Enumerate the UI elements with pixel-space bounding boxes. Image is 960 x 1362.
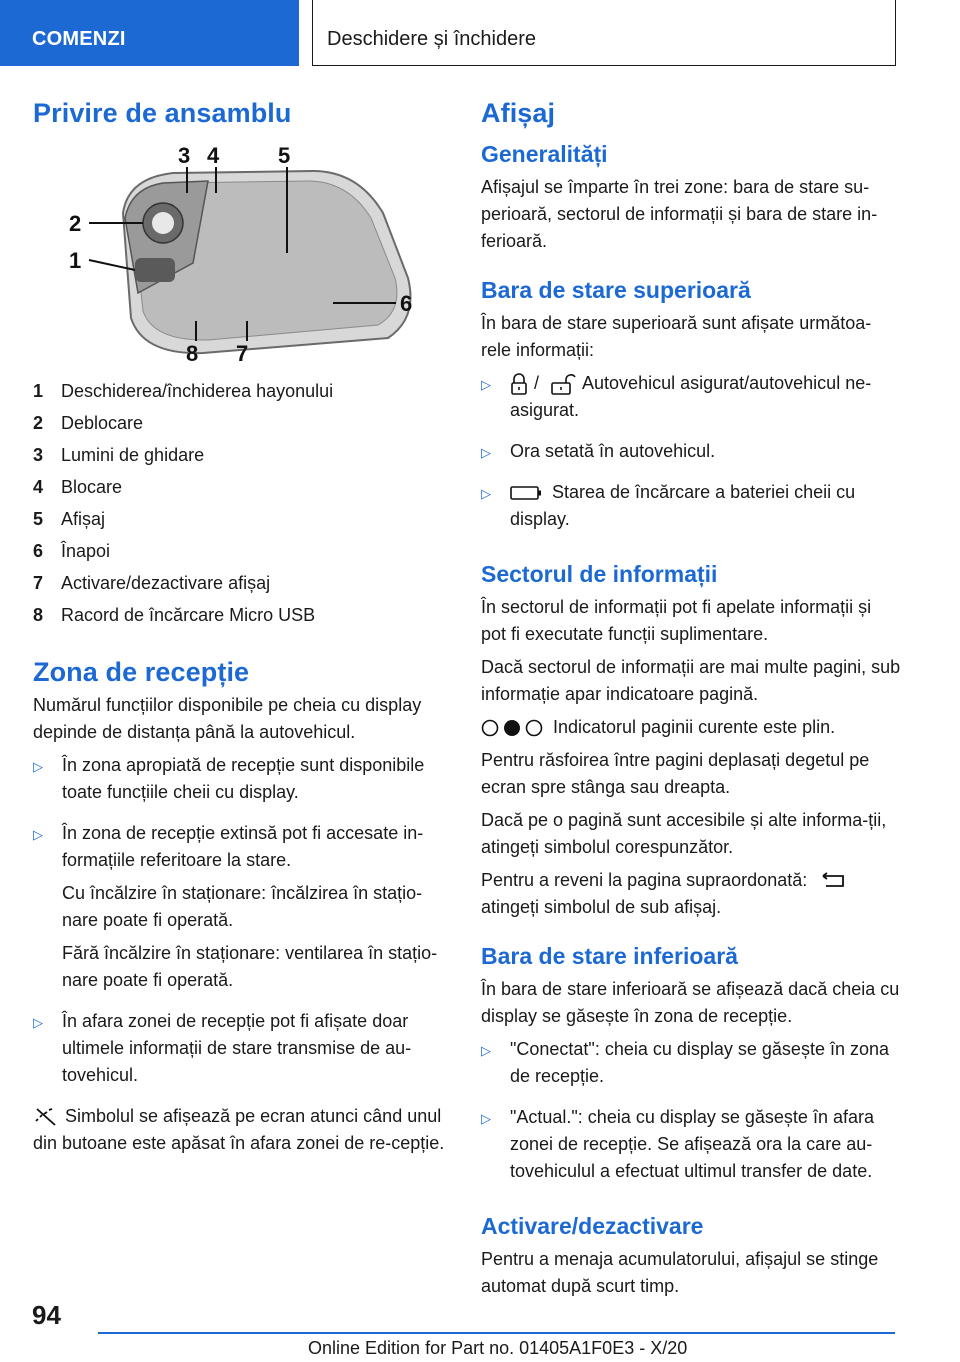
figure-label-2: 2 bbox=[69, 211, 82, 236]
page-indicator-icon bbox=[481, 718, 543, 738]
legend-item: 5 Afișaj bbox=[33, 509, 106, 529]
bottom-bar-bullets bbox=[481, 1036, 901, 1191]
reception-intro: Numărul funcțiilor disponibile pe cheia cu display depinde de distanța până la autovehicul. bbox=[33, 695, 422, 742]
figure-label-3: 3 bbox=[178, 143, 191, 168]
bottom-bar-text: În bara de stare inferioară se afișează dacă cheia cu display se găsește în zona de recepție. bbox=[481, 979, 900, 1026]
left-column bbox=[33, 98, 448, 1163]
reception-zone-heading: Zona de recepție bbox=[33, 657, 250, 687]
figure-label-1: 1 bbox=[69, 248, 82, 273]
list-item: ▷ În zona apropiată de recepție sunt disponibile toate funcțiile cheii cu display. bbox=[33, 752, 448, 812]
legend-item: 6 Înapoi bbox=[33, 541, 111, 561]
no-signal-icon bbox=[33, 1107, 59, 1127]
overview-heading: Privire de ansamblu bbox=[33, 98, 292, 128]
figure-label-6: 6 bbox=[400, 291, 413, 316]
figure-label-5: 5 bbox=[278, 143, 291, 168]
reception-bullets bbox=[33, 752, 448, 1095]
activation-heading: Activare/dezactivare bbox=[481, 1213, 704, 1239]
top-bar-heading: Bara de stare superioară bbox=[481, 277, 751, 303]
bullet-triangle-icon: ▷ bbox=[33, 1015, 43, 1030]
lock-open-icon bbox=[550, 373, 576, 395]
footer-divider bbox=[98, 1332, 895, 1334]
bottom-bar-heading: Bara de stare inferioară bbox=[481, 943, 738, 969]
lock-closed-icon bbox=[510, 373, 528, 395]
list-item: ▷ În zona de recepție extinsă pot fi accesate in-formațiile referitoare la stare. Cu încălzire în staționare: încălzirea în stațio-nare poate fi operată. Fără încălzire în staționare: ventilarea în stațio-nare poate fi operată. bbox=[33, 820, 448, 1000]
battery-icon bbox=[510, 485, 542, 501]
legend-item: 2 Deblocare bbox=[33, 413, 144, 433]
edition-text: Online Edition for Part no. 01405A1F0E3 - X/20 bbox=[308, 1338, 688, 1358]
bullet-triangle-icon: ▷ bbox=[33, 759, 43, 774]
info-p2: Dacă sectorul de informații are mai multe pagini, sub informație apar indicatoare pagină. bbox=[481, 657, 901, 704]
bullet-triangle-icon: ▷ bbox=[481, 445, 491, 460]
list-item: ▷ Starea de încărcare a bateriei cheii cu display. bbox=[481, 479, 901, 539]
legend-list bbox=[33, 375, 448, 631]
bullet-triangle-icon: ▷ bbox=[481, 1043, 491, 1058]
bullet-triangle-icon: ▷ bbox=[481, 486, 491, 501]
right-column bbox=[481, 98, 901, 1306]
general-text: Afișajul se împarte în trei zone: bara de stare su-perioară, sectorul de informații și bara de stare in-ferioară. bbox=[481, 177, 878, 251]
page-number: 94 bbox=[32, 1300, 61, 1330]
list-item: ▷ "Conectat": cheia cu display se găsește în zona de recepție. bbox=[481, 1036, 901, 1096]
list-item: ▷ / Autovehicul asigurat/autovehicul ne-asigurat. bbox=[481, 370, 901, 430]
legend-item: 8 Racord de încărcare Micro USB bbox=[33, 605, 316, 625]
top-bar-text: În bara de stare superioară sunt afișate următoa-rele informații: bbox=[481, 313, 872, 360]
figure-label-4: 4 bbox=[207, 143, 220, 168]
display-key-illustration bbox=[33, 143, 448, 365]
list-item: ▷ În afara zonei de recepție pot fi afișate doar ultimele informații de stare transmise de au-tovehicul. bbox=[33, 1008, 448, 1095]
legend-item: 1 Deschiderea/închiderea hayonului bbox=[33, 381, 334, 401]
info-p5: Dacă pe o pagină sunt accesibile și alte informa-ții, atingeți simbolul corespunzător. bbox=[481, 810, 887, 857]
info-p6: Pentru a reveni la pagina supraordonată: atingeți simbolul de sub afișaj. bbox=[481, 867, 901, 921]
info-p1: În sectorul de informații pot fi apelate informații și pot fi executate funcții suplimentare. bbox=[481, 597, 872, 644]
list-item: ▷ Ora setată în autovehicul. bbox=[481, 438, 901, 471]
bullet-triangle-icon: ▷ bbox=[33, 827, 43, 842]
back-arrow-icon bbox=[820, 872, 846, 890]
general-heading: Generalități bbox=[481, 141, 608, 167]
info-sector-heading: Sectorul de informații bbox=[481, 561, 718, 587]
chapter-title: Deschidere și închidere bbox=[312, 0, 896, 66]
out-of-range-note: Simbolul se afișează pe ecran atunci când unul din butoane este apăsat în afara zonei de re-cepție. bbox=[33, 1106, 445, 1153]
legend-item: 7 Activare/dezactivare afișaj bbox=[33, 573, 271, 593]
figure-label-8: 8 bbox=[186, 341, 199, 365]
section-tab: COMENZI bbox=[0, 0, 299, 66]
page-header bbox=[0, 0, 960, 68]
bullet-triangle-icon: ▷ bbox=[481, 377, 491, 392]
bullet-triangle-icon: ▷ bbox=[481, 1111, 491, 1126]
info-p4: Pentru răsfoirea între pagini deplasați degetul pe ecran spre stânga sau dreapta. bbox=[481, 750, 870, 797]
display-heading: Afișaj bbox=[481, 98, 556, 128]
legend-item: 4 Blocare bbox=[33, 477, 123, 497]
list-item: ▷ "Actual.": cheia cu display se găsește în afara zonei de recepție. Se afișează ora la care au-tovehiculul a efectuat ultimul transfer de date. bbox=[481, 1104, 901, 1191]
activation-text: Pentru a menaja acumulatorului, afișajul se stinge automat după scurt timp. bbox=[481, 1249, 879, 1296]
info-p3: Indicatorul paginii curente este plin. bbox=[481, 714, 901, 741]
figure-label-7: 7 bbox=[236, 341, 249, 365]
legend-item: 3 Lumini de ghidare bbox=[33, 445, 205, 465]
top-bar-bullets bbox=[481, 370, 901, 539]
display-key-figure bbox=[33, 143, 448, 365]
